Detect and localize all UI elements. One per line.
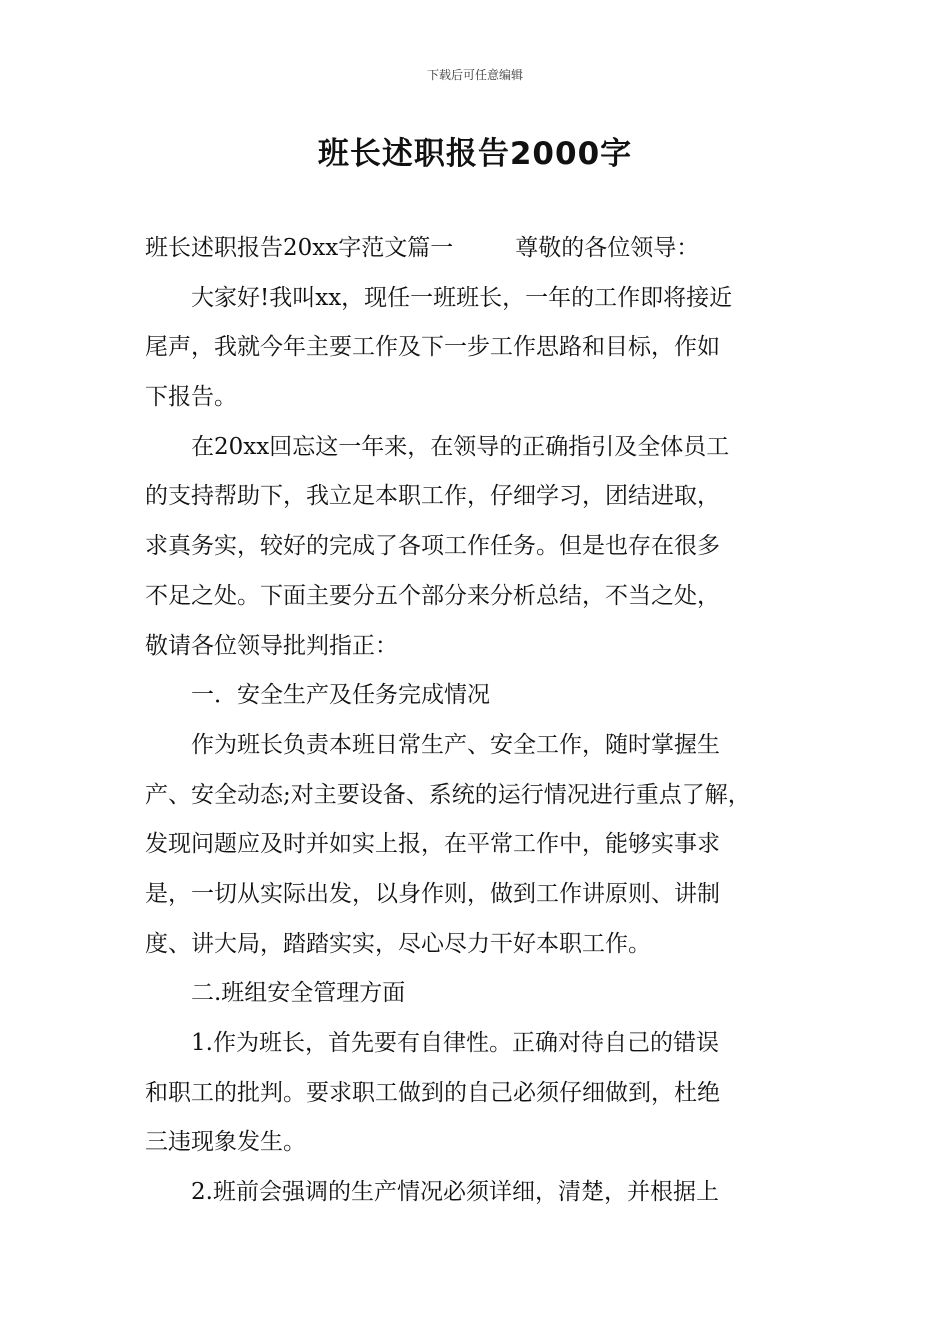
paragraph-line: 的支持帮助下，我立足本职工作，仔细学习，团结进取，: [145, 483, 720, 510]
section-heading: 一．安全生产及任务完成情况: [145, 682, 490, 709]
header-note: 下载后可任意编辑: [426, 68, 523, 82]
paragraph-line: 大家好!我叫xx，现任一班班长，一年的工作即将接近: [145, 284, 733, 311]
paragraph-line: 求真务实，较好的完成了各项工作任务。但是也存在很多: [145, 533, 720, 560]
paragraph-line: 尾声，我就今年主要工作及下一步工作思路和目标，作如: [145, 334, 720, 361]
document-body: [145, 224, 810, 1218]
paragraph-line: 三违现象发生。: [145, 1129, 306, 1156]
paragraph-line: 敬请各位领导批判指正：: [145, 632, 398, 659]
paragraph-line: 产、安全动态;对主要设备、系统的运行情况进行重点了解，: [145, 781, 751, 808]
paragraph-line: 度、讲大局，踏踏实实，尽心尽力干好本职工作。: [145, 930, 651, 957]
paragraph-line: 1.作为班长，首先要有自律性。正确对待自己的错误: [145, 1030, 719, 1056]
paragraph-line: 在20xx回忘这一年来，在领导的正确指引及全体员工: [145, 433, 730, 460]
paragraph-line: 和职工的批判。要求职工做到的自己必须仔细做到，杜绝: [145, 1079, 720, 1106]
paragraph-line: 不足之处。下面主要分五个部分来分析总结，不当之处，: [145, 582, 720, 609]
article-heading: 班长述职报告20xx字范文篇一: [145, 235, 454, 261]
paragraph-line: 作为班长负责本班日常生产、安全工作，随时掌握生: [145, 731, 720, 758]
paragraph-line: 发现问题应及时并如实上报，在平常工作中，能够实事求: [145, 831, 720, 858]
paragraph-line: 是，一切从实际出发，以身作则，做到工作讲原则、讲制: [145, 880, 720, 907]
paragraph-line: 下报告。: [145, 384, 237, 411]
paragraph-line: [145, 224, 810, 274]
salutation: 尊敬的各位领导：: [515, 235, 700, 261]
section-heading: 二.班组安全管理方面: [145, 980, 406, 1007]
document-title: 班长述职报告2000字: [317, 136, 633, 172]
paragraph-line: 2.班前会强调的生产情况必须详细，清楚，并根据上: [145, 1179, 719, 1206]
